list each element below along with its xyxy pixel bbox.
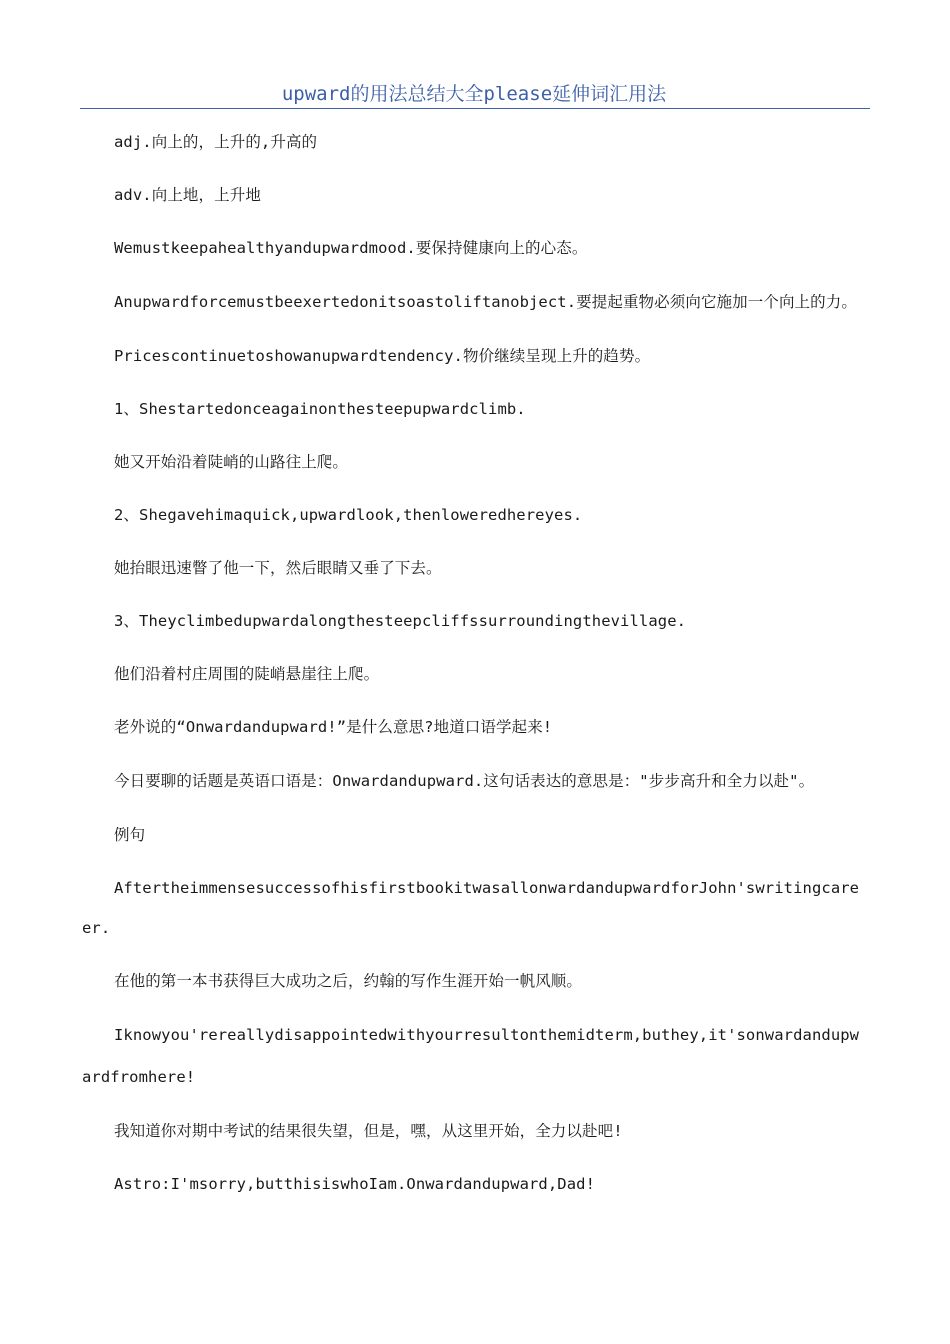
examples-label: 例句 — [114, 826, 146, 844]
example-translation: 我知道你对期中考试的结果很失望，但是，嘿，从这里开始，全力以赴吧! — [114, 1122, 623, 1140]
numbered-example-translation: 他们沿着村庄周围的陡峭悬崖往上爬。 — [114, 665, 380, 683]
header-divider — [80, 108, 870, 109]
page-title: upward的用法总结大全please延伸词汇用法 — [281, 83, 667, 105]
example-sentence: Anupwardforcemustbeexertedonitsoastoliftanobject.要提起重物必须向它施加一个向上的力。 — [114, 293, 857, 311]
numbered-example-english: 3、Theyclimbedupwardalongthesteepcliffssurroundingthevillage. — [114, 612, 687, 630]
document-body — [82, 122, 868, 1217]
example-sentence: Pricescontinuetoshowanupwardtendency.物价继续呈现上升的趋势。 — [114, 347, 651, 365]
numbered-example-translation: 她抬眼迅速瞥了他一下，然后眼睛又垂了下去。 — [114, 559, 442, 577]
example-sentence: Astro:I'msorry,butthisiswhoIam.Onwardandupward,Dad! — [114, 1175, 596, 1193]
numbered-example-english: 2、Shegavehimaquick,upwardlook,thenloweredhereyes. — [114, 506, 583, 524]
example-sentence: Wemustkeepahealthyandupwardmood.要保持健康向上的心态。 — [114, 239, 588, 257]
definition-adjective: adj.向上的，上升的,升高的 — [114, 133, 318, 151]
section-heading: 老外说的“Onwardandupward!”是什么意思?地道口语学起来! — [114, 718, 553, 736]
numbered-example-english: 1、Shestartedonceagainonthesteepupwardclimb. — [114, 400, 526, 418]
example-sentence: Iknowyou'rereallydisappointedwithyourresultonthemidterm,buthey,it'sonwardandupwardfromhere! — [82, 1026, 860, 1086]
example-translation: 在他的第一本书获得巨大成功之后，约翰的写作生涯开始一帆风顺。 — [114, 972, 583, 990]
numbered-example-translation: 她又开始沿着陡峭的山路往上爬。 — [114, 453, 349, 471]
section-intro: 今日要聊的话题是英语口语是：Onwardandupward.这句话表达的意思是："步步高升和全力以赴"。 — [114, 772, 815, 790]
example-sentence: AftertheimmensesuccessofhisfirstbookitwasallonwardandupwardforJohn'swritingcareer. — [82, 879, 860, 937]
definition-adverb: adv.向上地，上升地 — [114, 186, 261, 204]
